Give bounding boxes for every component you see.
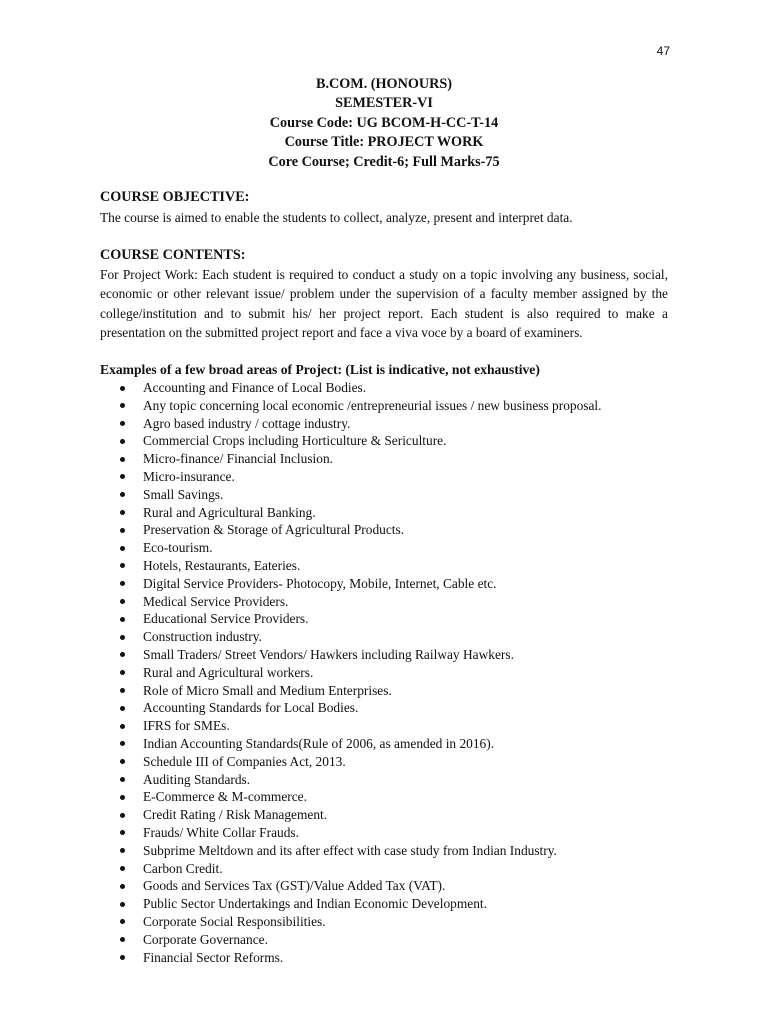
bullet-icon [120, 759, 125, 764]
list-item-text: Eco-tourism. [143, 540, 213, 556]
bullet-icon [120, 866, 125, 871]
list-item [100, 699, 668, 717]
list-item [100, 646, 668, 664]
list-item [100, 521, 668, 539]
list-item-text: Any topic concerning local economic /entrepreneurial issues / new business proposal. [143, 397, 602, 413]
list-item [100, 860, 668, 878]
bullet-icon [120, 937, 125, 942]
list-item [100, 664, 668, 682]
course-title: Course Title: PROJECT WORK [284, 134, 484, 151]
course-code: Course Code: UG BCOM-H-CC-T-14 [269, 114, 499, 131]
list-item-text: E-Commerce & M-commerce. [143, 789, 307, 805]
bullet-icon [120, 546, 125, 551]
list-item [100, 486, 668, 504]
list-item-text: Agro based industry / cottage industry. [143, 415, 351, 431]
course-header [100, 75, 668, 172]
list-item [100, 450, 668, 468]
list-item-text: Corporate Social Responsibilities. [143, 913, 326, 929]
list-item-text: Micro-finance/ Financial Inclusion. [143, 451, 334, 467]
bullet-icon [120, 902, 125, 907]
list-item [100, 504, 668, 522]
list-item-text: Micro-insurance. [143, 468, 235, 484]
list-item [100, 931, 668, 949]
examples-heading: Examples of a few broad areas of Project: (List is indicative, not exhaustive) [100, 362, 540, 377]
bullet-icon [120, 813, 125, 818]
bullet-icon [120, 777, 125, 782]
list-item [100, 557, 668, 575]
project-areas-list [100, 379, 668, 966]
bullet-icon [120, 563, 125, 568]
list-item-text: Role of Micro Small and Medium Enterprises. [143, 682, 392, 698]
bullet-icon [120, 688, 125, 693]
list-item-text: Public Sector Undertakings and Indian Economic Development. [143, 896, 487, 912]
list-item-text: Credit Rating / Risk Management. [143, 807, 328, 823]
contents-heading: COURSE CONTENTS: [100, 247, 246, 263]
bullet-icon [120, 386, 125, 391]
list-item-text: Carbon Credit. [143, 860, 223, 876]
list-item-text: Rural and Agricultural Banking. [143, 504, 316, 520]
degree-title: B.COM. (HONOURS) [316, 76, 452, 92]
list-item [100, 379, 668, 397]
semester-title: SEMESTER-VI [335, 95, 433, 112]
list-item [100, 735, 668, 753]
bullet-icon [120, 652, 125, 657]
list-item [100, 949, 668, 967]
list-item [100, 717, 668, 735]
list-item [100, 895, 668, 913]
list-item-text: Rural and Agricultural workers. [143, 664, 314, 680]
list-item-text: Commercial Crops including Horticulture & Sericulture. [143, 433, 447, 449]
bullet-icon [120, 919, 125, 924]
list-item [100, 824, 668, 842]
bullet-icon [120, 741, 125, 746]
list-item-text: Auditing Standards. [143, 771, 251, 787]
list-item [100, 753, 668, 771]
list-item-text: Subprime Meltdown and its after effect with case study from Indian Industry. [143, 842, 557, 858]
list-item-text: Financial Sector Reforms. [143, 949, 284, 965]
bullet-icon [120, 421, 125, 426]
objective-text: The course is aimed to enable the students to collect, analyze, present and interpret data. [100, 210, 573, 225]
bullet-icon [120, 884, 125, 889]
bullet-icon [120, 617, 125, 622]
bullet-icon [120, 528, 125, 533]
bullet-icon [120, 492, 125, 497]
bullet-icon [120, 830, 125, 835]
list-item-text: Medical Service Providers. [143, 593, 289, 609]
bullet-icon [120, 510, 125, 515]
list-item-text: Small Savings. [143, 486, 224, 502]
list-item [100, 877, 668, 895]
list-item [100, 682, 668, 700]
bullet-icon [120, 955, 125, 960]
list-item-text: Educational Service Providers. [143, 611, 309, 627]
list-item-text: Digital Service Providers- Photocopy, Mobile, Internet, Cable etc. [143, 575, 497, 591]
bullet-icon [120, 848, 125, 853]
bullet-icon [120, 706, 125, 711]
list-item-text: Goods and Services Tax (GST)/Value Added Tax (VAT). [143, 878, 446, 894]
bullet-icon [120, 635, 125, 640]
bullet-icon [120, 724, 125, 729]
list-item-text: Preservation & Storage of Agricultural Products. [143, 522, 405, 538]
list-item [100, 468, 668, 486]
list-item-text: Accounting Standards for Local Bodies. [143, 700, 359, 716]
contents-text: For Project Work: Each student is required to conduct a study on a topic involving any business, social, economic or other relevant issue/ problem under the supervision of a faculty member assigned by the college/institution and to submit his/ her project report. Each student is also required to make a presentation on the submitted project report and face a viva voce by a board of examiners. [100, 267, 668, 340]
list-item [100, 628, 668, 646]
list-item-text: Schedule III of Companies Act, 2013. [143, 753, 346, 769]
list-item-text: IFRS for SMEs. [143, 718, 230, 734]
list-item [100, 593, 668, 611]
list-item [100, 539, 668, 557]
page-number: 47 [656, 44, 670, 58]
course-credit-marks: Core Course; Credit-6; Full Marks-75 [268, 153, 500, 170]
list-item-text: Hotels, Restaurants, Eateries. [143, 557, 301, 573]
objective-heading: COURSE OBJECTIVE: [100, 189, 250, 205]
list-item [100, 575, 668, 593]
list-item [100, 771, 668, 789]
list-item [100, 788, 668, 806]
bullet-icon [120, 439, 125, 444]
list-item-text: Corporate Governance. [143, 931, 268, 947]
list-item [100, 415, 668, 433]
list-item-text: Frauds/ White Collar Frauds. [143, 824, 299, 840]
list-item-text: Small Traders/ Street Vendors/ Hawkers including Railway Hawkers. [143, 646, 514, 662]
list-item-text: Indian Accounting Standards(Rule of 2006, as amended in 2016). [143, 735, 495, 751]
bullet-icon [120, 457, 125, 462]
list-item-text: Construction industry. [143, 629, 262, 645]
list-item [100, 842, 668, 860]
bullet-icon [120, 599, 125, 604]
list-item [100, 913, 668, 931]
list-item-text: Accounting and Finance of Local Bodies. [143, 380, 367, 395]
list-item [100, 397, 668, 415]
list-item [100, 432, 668, 450]
bullet-icon [120, 795, 125, 800]
bullet-icon [120, 670, 125, 675]
bullet-icon [120, 474, 125, 479]
bullet-icon [120, 581, 125, 586]
list-item [100, 806, 668, 824]
bullet-icon [120, 403, 125, 408]
list-item [100, 610, 668, 628]
